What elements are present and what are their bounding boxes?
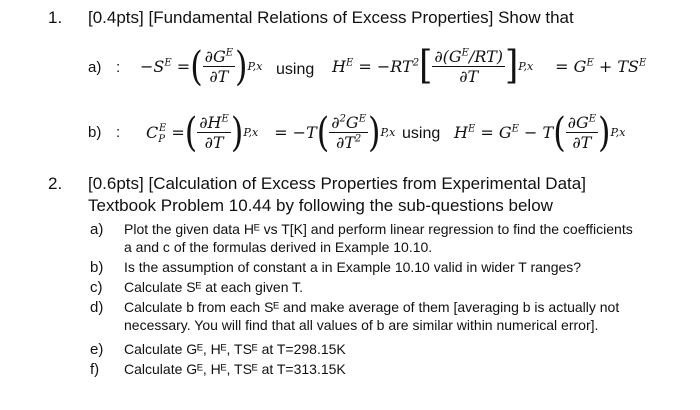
item-2e-label: e) bbox=[90, 341, 104, 358]
equation-1a-lhs: $-S^E$ = ( $\frac{\partial G^E}{\partial T}$ ) P,x bbox=[140, 42, 263, 90]
item-2b-text: Is the assumption of constant a in Example 10.10 valid in wider T ranges? bbox=[124, 259, 582, 275]
item-2a-text: Plot the given data Hᴱ vs T[K] and perform linear regression to find the coefficients a and c of the formulas derived in Example 10.10. bbox=[124, 221, 633, 255]
item-2f-label: f) bbox=[90, 361, 100, 378]
part-1a-label: a) bbox=[88, 59, 102, 76]
item-2c-label: c) bbox=[90, 279, 103, 296]
part-1b-colon: : bbox=[116, 124, 121, 141]
part-1b-using: using bbox=[402, 125, 441, 142]
question-1-header: [0.4pts] [Fundamental Relations of Excess Properties] Show that bbox=[88, 8, 574, 27]
question-1-number: 1. bbox=[48, 8, 63, 27]
question-2-header-line2: Textbook Problem 10.44 by following the sub-questions below bbox=[88, 196, 553, 215]
question-2-number: 2. bbox=[48, 174, 63, 193]
item-2e-text: Calculate Gᴱ, Hᴱ, TSᴱ at T=298.15K bbox=[124, 341, 346, 357]
part-1b-label: b) bbox=[88, 124, 102, 141]
item-2c-text: Calculate Sᴱ at each given T. bbox=[124, 279, 304, 295]
item-2f-text: Calculate Gᴱ, Hᴱ, TSᴱ at T=313.15K bbox=[124, 361, 346, 377]
equation-1b-rhs: $H^E = G^E - T$ ( $\frac{\partial G^E}{\partial T}$ ) P,x bbox=[454, 108, 626, 156]
part-1a-using: using bbox=[276, 61, 315, 78]
equation-1a-rhs: $H^E = -RT^2$ [ $\frac{\partial(G^E/RT)}{\partial T}$ ] P,x = $G^E + TS^E$ bbox=[332, 43, 647, 89]
item-2a-label: a) bbox=[90, 221, 104, 238]
item-2d-label: d) bbox=[90, 299, 104, 316]
part-1a-colon: : bbox=[116, 59, 121, 76]
item-2b-label: b) bbox=[90, 259, 104, 276]
question-2-header-line1: [0.6pts] [Calculation of Excess Properties from Experimental Data] bbox=[88, 174, 586, 193]
equation-1b-lhs: $C_P^E$ = ( $\frac{\partial H^E}{\partial T}$ ) P,x = −T ( $\frac{\partial^2G^E}{\partial T^2}$ ) P,x bbox=[146, 108, 396, 156]
item-2d-text: Calculate b from each Sᴱ and make average of them [averaging b is actually not necessary. You will find that all values of b are similar within numerical error]. bbox=[124, 299, 620, 333]
